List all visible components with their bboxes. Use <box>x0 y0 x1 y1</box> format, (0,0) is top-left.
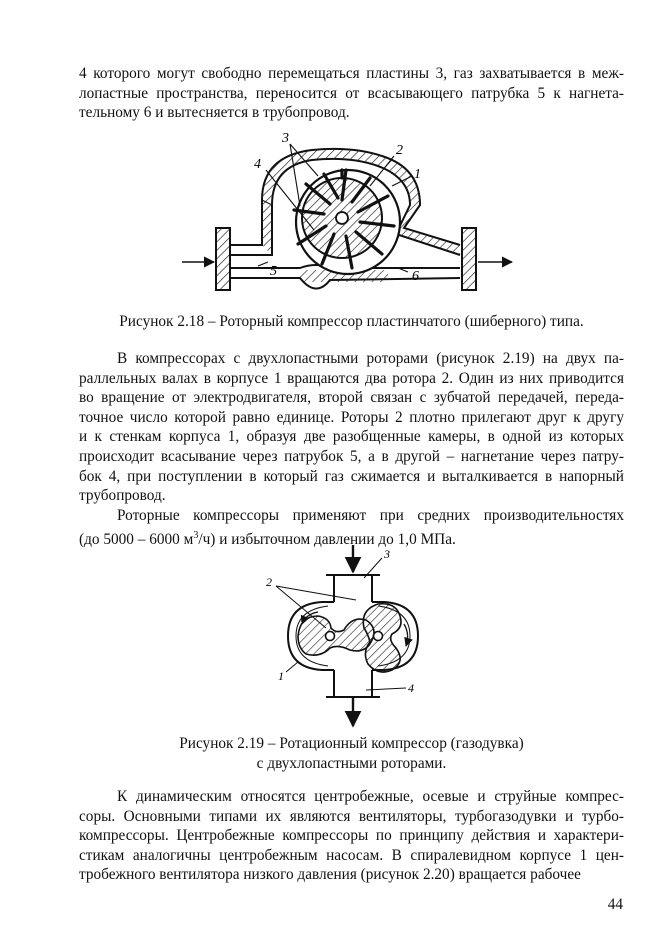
text-line: происходит всасывание через патрубок 5, а в другой – нагнетание через патру- <box>79 447 624 465</box>
text-line: во вращение от электродвигателя, второй связан с зубчатой передачей, переда- <box>79 389 624 407</box>
text-line: Роторные компрессоры применяют при средних производительностях <box>117 507 624 524</box>
figure-2-19-caption <box>79 734 624 773</box>
figure2-label-2: 2 <box>266 575 272 589</box>
figure1-label-6: 6 <box>412 269 419 284</box>
figure2-label-4: 4 <box>408 681 414 695</box>
text-line: тельному 6 и вытесняется в трубопровод. <box>79 104 350 122</box>
text-line: стикам аналогичны центробежным насосам. В спиралевидном корпусе 1 цен- <box>79 846 624 864</box>
page-number: 44 <box>607 896 623 913</box>
text-line: и к стенкам корпуса 1, образуя две разобщенные камеры, в одной из которых <box>79 428 624 446</box>
figure-2-18-caption: Рисунок 2.18 – Роторный компрессор пластинчатого (шиберного) типа. <box>119 313 584 330</box>
text-line: компрессоры. Центробежные компрессоры по принципу действия и характери- <box>79 827 624 845</box>
text-line: К динамическим относятся центробежные, осевые и струйные компрес- <box>117 788 624 805</box>
text-line: В компрессорах с двухлопастными роторами (рисунок 2.19) на двух па- <box>117 350 624 367</box>
text-fragment: (до 5000 – 6000 м <box>79 530 194 548</box>
rotor-left-shaft <box>326 632 335 641</box>
figure1-label-2: 2 <box>396 143 403 158</box>
superscript: 3 <box>193 529 199 541</box>
rotor-right-shaft <box>374 632 383 641</box>
text-fragment: /ч) и избыточном давлении до 1,0 МПа. <box>198 530 456 548</box>
text-line: точное число которой равно единице. Роторы 2 плотно прилегают друг к другу <box>79 408 624 426</box>
text-line: бок 4, при поступлении в который газ сжимается и выталкивается в напорный <box>79 467 624 485</box>
paragraph-4 <box>79 787 624 885</box>
rotation-arrow-right <box>404 624 408 646</box>
figure2-label-1: 1 <box>278 669 284 683</box>
text-line: раллельных валах в корпусе 1 вращаются два ротора 2. Один из них приводится <box>79 369 624 387</box>
figure1-label-1: 1 <box>414 167 421 182</box>
figure1-label-5: 5 <box>270 264 277 279</box>
caption-line: с двухлопастными роторами. <box>256 754 447 772</box>
text-line: 4 которого могут свободно перемещаться пластины 3, газ захватывается в меж- <box>79 65 624 82</box>
text-line: трубопровод. <box>79 487 166 505</box>
text-line: лопастные пространства, переносится от всасывающего патрубка 5 к нагнета- <box>79 84 624 102</box>
figure1-label-4: 4 <box>254 157 261 172</box>
figure1-label-3: 3 <box>282 131 289 146</box>
text-line: соры. Основными типами их являются вентиляторы, турбогазодувки и турбо- <box>79 807 624 825</box>
caption-line: Рисунок 2.19 – Ротационный компрессор (газодувка) <box>179 735 524 752</box>
figure2-label-3: 3 <box>384 547 390 561</box>
text-line: тробежного вентилятора низкого давления (рисунок 2.20) вращается рабочее <box>79 866 581 884</box>
